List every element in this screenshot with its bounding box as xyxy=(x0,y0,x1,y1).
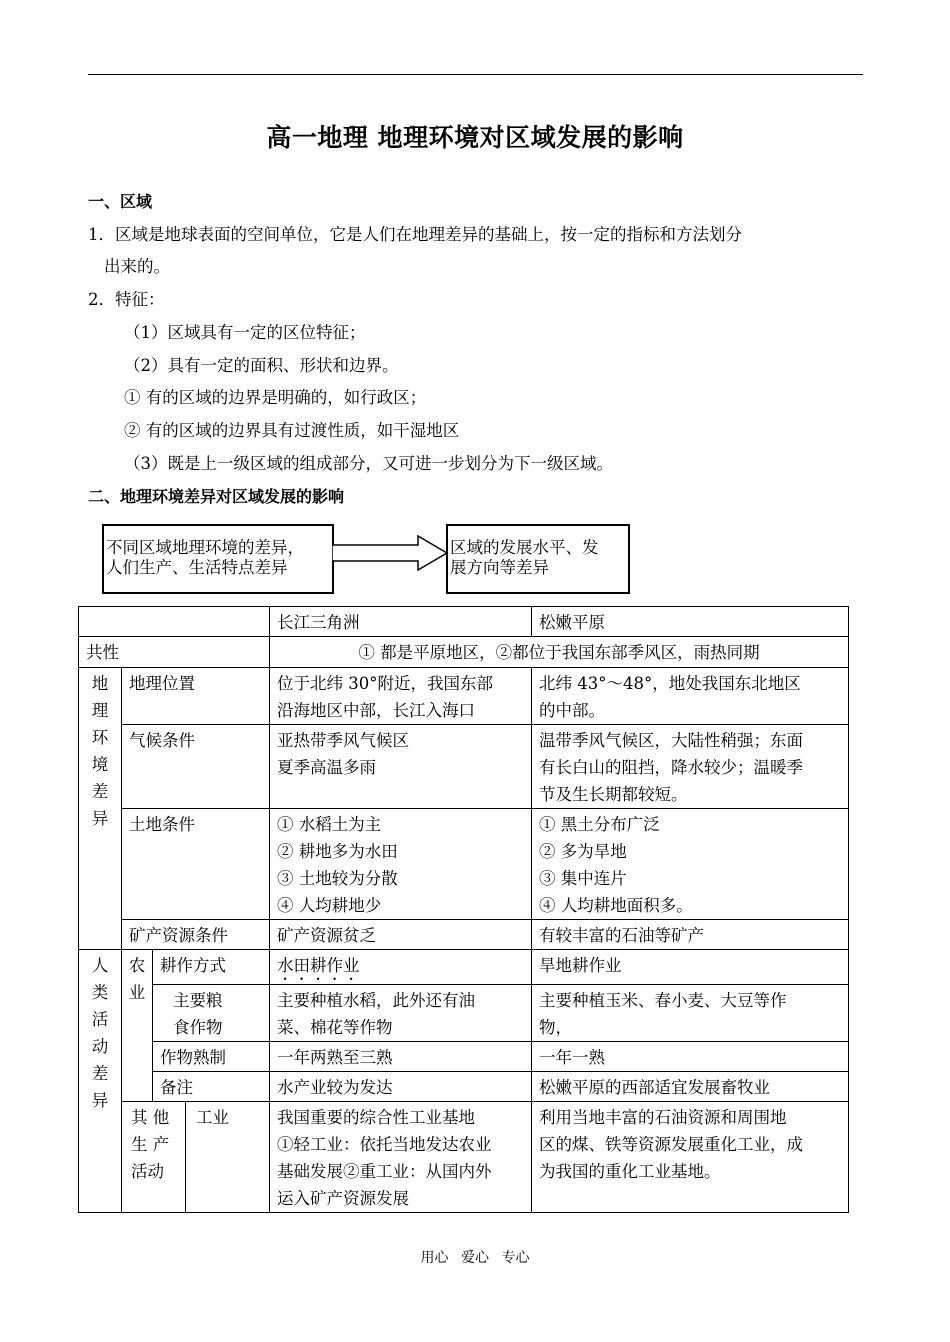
crops-yangtze: 主要种植水稻，此外还有油 菜、棉花等作物 xyxy=(270,985,532,1042)
note-yangtze: 水产业较为发达 xyxy=(270,1072,532,1102)
effect-line-1: 区域的发展水平、发 xyxy=(450,538,599,557)
cause-box xyxy=(102,524,334,594)
industry-label: 工业 xyxy=(186,1102,270,1213)
env-group-label: 地 理 环 境 差 异 xyxy=(79,668,122,950)
land-row xyxy=(79,809,849,920)
land-yangtze: ① 水稻土为主 ② 耕地多为水田 ③ 土地较为分散 ④ 人均耕地少 xyxy=(270,809,532,920)
climate-songnen: 温带季风气候区，大陆性稍强；东面 有长白山的阻挡，降水较少；温暖季 节及生长期都较短。 xyxy=(532,725,849,809)
harvest-songnen: 一年一熟 xyxy=(532,1042,849,1072)
feature-3: （3）既是上一级区域的组成部分，又可进一步划分为下一级区域。 xyxy=(124,454,613,473)
item-1-line-1: 1．区域是地球表面的空间单位，它是人们在地理差异的基础上，按一定的指标和方法划分 xyxy=(88,225,742,244)
feature-2a: ① 有的区域的边界是明确的，如行政区； xyxy=(124,388,427,407)
effect-box xyxy=(446,524,630,594)
harvest-row xyxy=(79,1042,849,1072)
right-arrow-icon xyxy=(332,535,448,571)
note-row xyxy=(79,1072,849,1102)
feature-2b: ② 有的区域的边界具有过渡性质，如干湿地区 xyxy=(124,421,460,440)
human-group-label: 人 类 活 动 差 异 xyxy=(79,950,122,1213)
climate-row xyxy=(79,725,849,809)
land-songnen: ① 黑土分布广泛 ② 多为旱地 ③ 集中连片 ④ 人均耕地面积多。 xyxy=(532,809,849,920)
col-yangtze-delta: 长江三角洲 xyxy=(270,607,532,637)
common-text: ① 都是平原地区，②都位于我国东部季风区，雨热同期 xyxy=(270,637,849,668)
farming-label: 耕作方式 xyxy=(153,950,270,985)
col-songnen-plain: 松嫩平原 xyxy=(532,607,849,637)
location-yangtze: 位于北纬 30°附近，我国东部 沿海地区中部，长江入海口 xyxy=(270,668,532,725)
note-songnen: 松嫩平原的西部适宜发展畜牧业 xyxy=(532,1072,849,1102)
item-2: 2．特征： xyxy=(88,290,165,309)
page-title: 高一地理 地理环境对区域发展的影响 xyxy=(266,123,684,152)
header-rule xyxy=(88,74,863,75)
climate-yangtze: 亚热带季风气候区 夏季高温多雨 xyxy=(270,725,532,809)
feature-2: （2）具有一定的面积、形状和边界。 xyxy=(124,356,399,375)
effect-line-2: 展方向等差异 xyxy=(450,558,549,577)
corner-cell xyxy=(79,607,270,637)
feature-1: （1）区域具有一定的区位特征； xyxy=(124,323,366,342)
farming-songnen: 旱地耕作业 xyxy=(532,950,849,985)
climate-label: 气候条件 xyxy=(122,725,270,809)
industry-yangtze: 我国重要的综合性工业基地 ①轻工业：依托当地发达农业 基础发展②重工业：从国内外 运入矿产资源发展 xyxy=(270,1102,532,1213)
section-2-heading: 二、地理环境差异对区域发展的影响 xyxy=(88,487,345,506)
note-label: 备注 xyxy=(153,1072,270,1102)
harvest-label: 作物熟制 xyxy=(153,1042,270,1072)
mineral-label: 矿产资源条件 xyxy=(122,920,270,950)
cause-line-1: 不同区域地理环境的差异， xyxy=(106,538,304,557)
crops-songnen: 主要种植玉米、春小麦、大豆等作 物， xyxy=(532,985,849,1042)
industry-row xyxy=(79,1102,849,1213)
location-row xyxy=(79,668,849,725)
agriculture-group-label: 农 业 xyxy=(122,950,153,1102)
location-songnen: 北纬 43°～48°，地处我国东北地区 的中部。 xyxy=(532,668,849,725)
mineral-yangtze: 矿产资源贫乏 xyxy=(270,920,532,950)
crops-label: 主要粮 食作物 xyxy=(153,985,270,1042)
common-label: 共性 xyxy=(79,637,270,668)
crops-row xyxy=(79,985,849,1042)
page-footer: 用心 爱心 专心 xyxy=(420,1250,530,1266)
section-1-heading: 一、区域 xyxy=(88,192,153,211)
other-group-label: 其 他 生 产 活动 xyxy=(122,1102,186,1213)
comparison-table xyxy=(78,606,849,1213)
farming-yangtze: 水田耕作业 xyxy=(270,950,532,985)
cause-line-2: 人们生产、生活特点差异 xyxy=(106,558,288,577)
item-1-line-2: 出来的。 xyxy=(104,257,170,276)
header-row xyxy=(79,607,849,637)
harvest-yangtze: 一年两熟至三熟 xyxy=(270,1042,532,1072)
mineral-songnen: 有较丰富的石油等矿产 xyxy=(532,920,849,950)
common-row xyxy=(79,637,849,668)
location-label: 地理位置 xyxy=(122,668,270,725)
land-label: 土地条件 xyxy=(122,809,270,920)
mineral-row xyxy=(79,920,849,950)
industry-songnen: 利用当地丰富的石油资源和周围地 区的煤、铁等资源发展重化工业，成 为我国的重化工业基地。 xyxy=(532,1102,849,1213)
farming-row xyxy=(79,950,849,985)
